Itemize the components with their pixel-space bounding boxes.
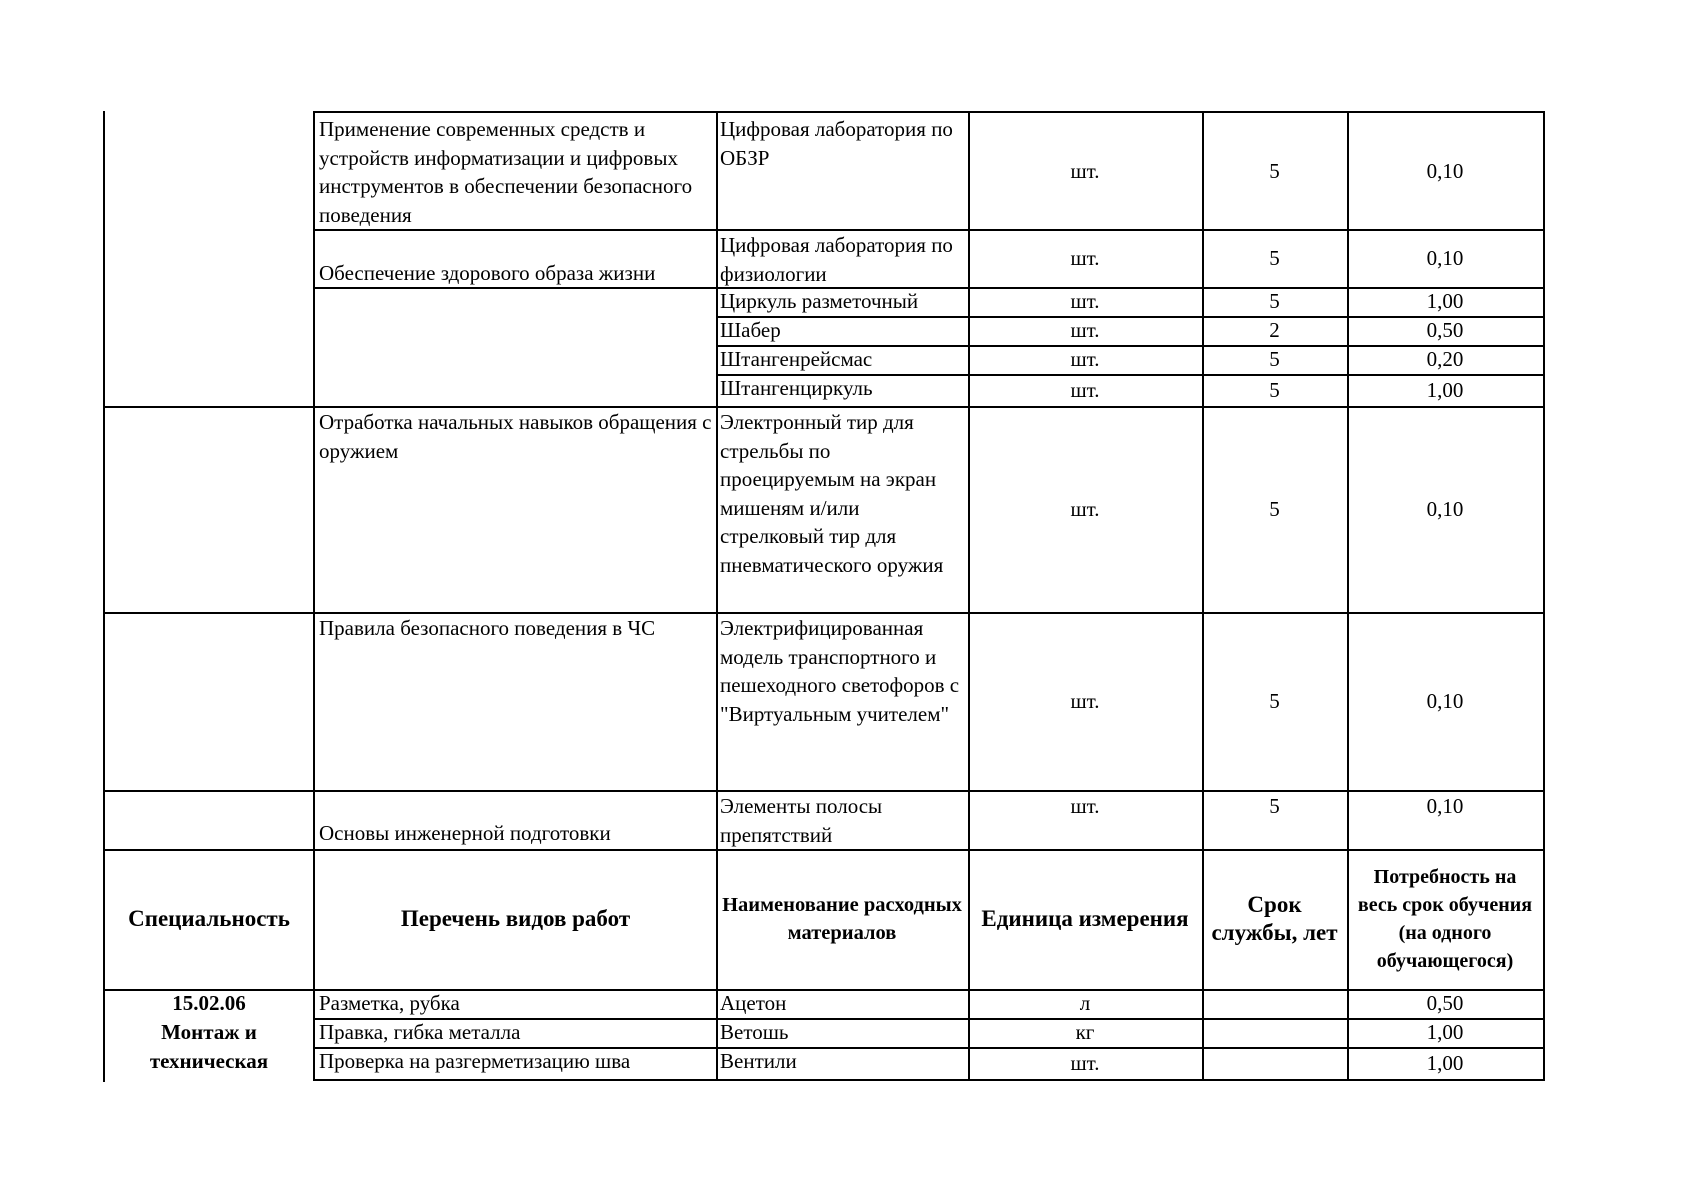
header-service-life: Срок службы, лет [1202, 849, 1349, 991]
work-cell: Правила безопасного поведения в ЧС [313, 612, 718, 792]
unit-cell: шт. [968, 1047, 1204, 1081]
service-life-cell: 5 [1202, 229, 1349, 289]
need-cell: 0,10 [1347, 111, 1545, 231]
material-cell: Штангенрейсмас [716, 345, 970, 376]
work-cell: Применение современных средств и устройств информатизации и цифровых инструментов в обеспечении безопасного поведения [313, 111, 718, 231]
unit-cell: шт. [968, 345, 1204, 376]
need-cell: 1,00 [1347, 374, 1545, 408]
unit-cell: шт. [968, 229, 1204, 289]
unit-cell: шт. [968, 612, 1204, 792]
specialty-name-line1: Монтаж и [161, 1020, 257, 1044]
work-cell: Отработка начальных навыков обращения с оружием [313, 406, 718, 614]
material-cell: Вентили [716, 1047, 970, 1081]
need-cell: 0,20 [1347, 345, 1545, 376]
service-life-cell: 5 [1202, 374, 1349, 408]
unit-cell: шт. [968, 406, 1204, 614]
work-cell: Правка, гибка металла [313, 1018, 718, 1049]
header-unit: Единица измерения [968, 849, 1204, 991]
material-cell: Электрифицированная модель транспортного и пешеходного светофоров с "Виртуальным учителем" [716, 612, 970, 792]
specialty-cell-empty [103, 111, 315, 408]
service-life-cell: 5 [1202, 790, 1349, 851]
service-life-cell: 5 [1202, 111, 1349, 231]
specialty-block [103, 989, 315, 1082]
material-cell: Циркуль разметочный [716, 287, 970, 318]
need-cell: 0,50 [1347, 989, 1545, 1020]
material-cell: Элементы полосы препятствий [716, 790, 970, 851]
material-cell: Цифровая лаборатория по ОБЗР [716, 111, 970, 231]
unit-cell: шт. [968, 316, 1204, 347]
work-cell: Основы инженерной подготовки [313, 790, 718, 851]
material-cell: Шабер [716, 316, 970, 347]
service-life-cell [1202, 1018, 1349, 1049]
specialty-cell-empty [103, 790, 315, 851]
service-life-cell [1202, 989, 1349, 1020]
unit-cell: шт. [968, 111, 1204, 231]
header-material-name: Наименование расходных материалов [716, 849, 970, 991]
service-life-cell: 5 [1202, 406, 1349, 614]
specialty-cell-empty [103, 406, 315, 614]
specialty-name-line2: техническая [149, 1049, 269, 1073]
material-cell: Ацетон [716, 989, 970, 1020]
material-cell: Штангенциркуль [716, 374, 970, 408]
need-cell: 0,10 [1347, 229, 1545, 289]
specialty-code: 15.02.06 [172, 991, 246, 1015]
unit-cell: кг [968, 1018, 1204, 1049]
need-cell: 1,00 [1347, 287, 1545, 318]
service-life-cell [1202, 1047, 1349, 1081]
need-cell: 0,50 [1347, 316, 1545, 347]
work-cell: Обеспечение здорового образа жизни [313, 229, 718, 289]
unit-cell: шт. [968, 790, 1204, 851]
unit-cell: шт. [968, 374, 1204, 408]
unit-cell: шт. [968, 287, 1204, 318]
need-cell: 1,00 [1347, 1018, 1545, 1049]
material-cell: Цифровая лаборатория по физиологии [716, 229, 970, 289]
service-life-cell: 2 [1202, 316, 1349, 347]
header-works-list: Перечень видов работ [313, 849, 718, 991]
unit-cell: л [968, 989, 1204, 1020]
service-life-cell: 5 [1202, 612, 1349, 792]
specialty-cell-empty [103, 612, 315, 792]
need-cell: 0,10 [1347, 612, 1545, 792]
need-cell: 1,00 [1347, 1047, 1545, 1081]
service-life-cell: 5 [1202, 345, 1349, 376]
service-life-cell: 5 [1202, 287, 1349, 318]
header-specialty: Специальность [103, 849, 315, 991]
material-cell: Ветошь [716, 1018, 970, 1049]
need-cell: 0,10 [1347, 790, 1545, 851]
need-cell: 0,10 [1347, 406, 1545, 614]
work-cell-empty [313, 287, 718, 408]
material-cell: Электронный тир для стрельбы по проецируемым на экран мишеням и/или стрелковый тир для пневматического оружия [716, 406, 970, 614]
work-cell: Проверка на разгерметизацию шва [313, 1047, 718, 1081]
work-cell: Разметка, рубка [313, 989, 718, 1020]
header-need: Потребность на весь срок обучения (на одного обучающегося) [1347, 849, 1545, 991]
